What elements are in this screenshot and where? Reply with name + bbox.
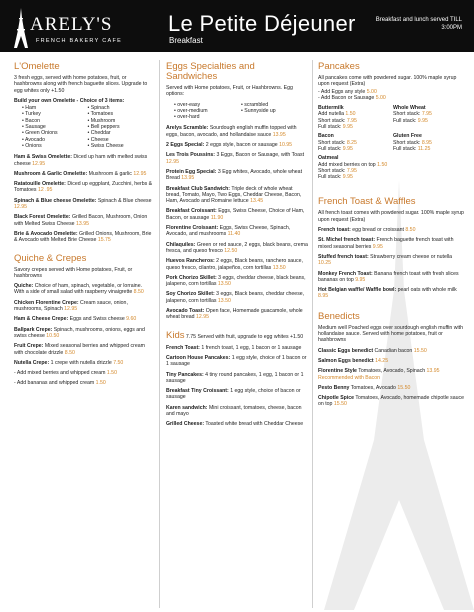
menu-item-description: Open face, Homemade guacamole, whole wheat bread [166,308,303,321]
page-subtitle: Breakfast [169,36,203,45]
addon-price: 1.50 [95,380,106,387]
menu-item [14,283,153,296]
menu-item-description: Eggs, Swiss Cheese, Choice of Ham, Bacon, or sausage [166,208,305,221]
menu-item-description: 3 Egg whites, Avocado, whole wheat Bread [166,168,303,182]
menu-item-name: Quiche: [14,283,34,290]
pancake-line-price: 1.50 [345,111,356,118]
menu-item-price: 10.95 [279,142,293,149]
section-description: All pancakes come with powdered sugar. 100% maple syrup upon request (Extra) [318,75,457,88]
menu-item-price: 8.95 [318,293,329,300]
pancake-line-price: 8.25 [346,139,357,146]
menu-item [318,227,464,233]
menu-item-description: Mini croissant, tomatoes, cheese, bacon and mayo [166,404,302,417]
menu-item-price: 12.95 [196,314,209,321]
menu-item [318,358,464,364]
option-item: • Spinach [87,105,110,112]
pancake-line [393,118,464,124]
menu-item-price: 12 .95 [37,187,53,194]
menu-item-description: Triple deck of whole wheat bread, Tomato, Mayo, Two Eggs, Cheddar Cheese, Bacon, Ham, Avocado and Romaine lettuce [166,185,302,205]
pancake-line-label: Short stack: [318,167,347,174]
logo-name: ARELY'S [30,14,113,35]
menu-item [318,395,464,408]
menu-item-name: Karen sandwich: [166,404,208,411]
pancake-line-price: 9.95 [417,117,428,124]
menu-item-price: 14.25 [375,357,389,364]
section-description: 3 fresh eggs, served with home potatoes, fruit, or hashbrowns along with french baguette slices. Upgrade to egg whites only +1.50 [14,75,148,94]
menu-item-price: 9.95 [372,243,383,250]
menu-item-description: Choice of ham, spinach, vegetable, or lorraine. With a side of small salad with raspberry vinaigrette [14,283,143,296]
right-column [318,62,464,412]
menu-item-name: Grilled Cheese: [166,421,205,428]
menu-item-name: Breakfast Tiny Croissant: [166,388,229,395]
pancake-line-label: Full stack: [318,145,343,152]
menu-item [166,169,308,182]
pancake-line-price: 9.95 [342,124,353,131]
menu-item-price: 12.95 [133,170,147,177]
addon-line [14,380,153,386]
menu-item [14,327,153,340]
menu-item-name: Chipotle Spice [318,395,355,402]
extra-text: - Add Eggs any style [318,88,367,95]
section-title-omelette: L'Omelette [14,61,60,72]
menu-item-price: 15.50 [413,347,427,354]
menu-item-price: 12.95 [32,160,46,167]
option-item: • over-easy [174,101,201,108]
pancake-name: Gluten Free [393,133,422,140]
section-description: All french toast comes with powdered sugar. 100% maple syrup upon request (Extra) [318,210,464,223]
extra-price: 5.00 [375,94,386,101]
menu-item-price: 7.50 [113,359,124,366]
menu-item-price: 15.50 [397,384,411,391]
menu-item [318,237,464,250]
menu-item-description: 3 eggs, cheddar cheese, black beans, jalapeno, corn tortillas [166,274,306,288]
menu-item-description: 1 egg style, choice of 1 bacon or 1 sausage [166,354,307,368]
eiffel-tower-icon [12,8,30,48]
menu-item-description: pearl oats with whole milk [396,287,457,294]
menu-item-name: Ballpark Crepe: [14,326,53,333]
menu-item-description: Diced up ham with melted swiss cheese [14,154,148,167]
addon-price: 1.50 [106,370,117,377]
menu-item [166,345,308,351]
page-title: Le Petite Déjeuner [168,11,356,36]
menu-item-price: 8.50 [133,289,144,296]
section-description: Medium well Poached eggs over sourdough english muffin with hollandaise sauce. Served with home potatoes, fruit or hashbrowns [318,324,463,344]
menu-item-description: Toasted white bread with Cheddar Cheese [204,421,304,428]
menu-item-name: St. Michel french toast: [318,237,376,244]
option-item: • Mushroom [87,117,116,124]
menu-item-name: French Toast: [166,344,200,351]
menu-item-name: Brie & Avocado Omelette: [14,230,78,237]
menu-item-name: Salmon Eggs benedict [318,357,374,364]
pancake-line-label: Full stack: [318,124,343,131]
menu-item-price: 15.50 [333,401,347,408]
menu-item-description: Mushroom & garlic [87,170,134,177]
menu-item-price: 8.50 [64,349,75,356]
menu-item-price: 10.50 [46,332,60,339]
pancake-line-label: Short stack: [318,139,347,146]
menu-item [166,125,308,138]
menu-item [14,360,153,366]
build-your-own-label: Build your own Omelette - Choice of 3 items: [14,97,125,104]
menu-item [318,348,464,354]
addon-text: - Add mixed berries and whipped cream [14,370,107,377]
pancake-line-label: Full stack: [393,145,418,152]
option-item: • Turkey [22,111,41,118]
menu-item [318,287,464,300]
eggs-list [166,125,308,320]
menu-item-description: Grilled Bacon, Mushroom, Onion with Melted Swiss Cheese [14,214,148,227]
menu-item-name: 2 Eggs Special: [166,142,205,149]
menu-item-description: 1 egg style, choice of bacon or sausage [166,388,301,401]
menu-item-description: Eggs and Swiss cheese [68,316,127,323]
section-title-quiche: Quiche & Crepes [14,252,87,264]
menu-item-description: Tomatoes, Avocado, Spinach [356,368,427,375]
extra-text: - Add Bacon or Sausage [318,94,376,101]
menu-item [166,405,308,418]
menu-item-price: 12.50 [224,247,238,254]
menu-item-name: Pork Chorizo Skillet: [166,274,217,281]
menu-item-name: Pesto Benny [318,384,350,391]
option-item: • Sausage [22,124,46,131]
menu-item [166,291,308,304]
pancake-line-price: 1.50 [377,161,388,168]
menu-item [318,368,464,381]
menu-item-description: Spinach, mushrooms, onions, eggs and swiss cheese [14,326,145,339]
menu-item-description: Tomatoes, Avocado [349,384,398,391]
menu-item-name: Mushroom & Garlic Omelette: [14,170,88,177]
menu-item-price: 13.45 [250,198,264,205]
extra-line [318,95,464,101]
option-item: • Green Onions [22,130,58,137]
menu-item [14,181,153,194]
pancake-grid [318,105,464,183]
section-title-benedicts: Benedicts [318,310,360,322]
addon-text: - Add bananas and whipped cream [14,380,96,387]
option-item: • scrambled [241,101,269,108]
menu-item-name: Cartoon House Pancakes: [166,354,231,361]
menu-item-description: 2 eggs style, bacon or sausage [204,142,280,149]
quiche-addons [14,370,153,387]
menu-item-note: Recommended with Bacon [318,374,380,381]
pancake-name: Oatmeal [318,155,339,162]
pancake-line-label: Short stack: [393,139,422,146]
menu-item-price: 10.25 [318,260,331,267]
menu-item-price: 11.40 [227,231,241,238]
option-item: • Swiss Cheese [87,142,124,149]
pancake-line-label: Add nutella [318,111,346,118]
service-hours-note: Breakfast and lunch served TILL 3:00PM [375,17,462,31]
pancake-extras [318,89,464,102]
pancake-line [393,146,464,152]
menu-item [14,231,153,244]
middle-column [166,62,308,432]
menu-item [166,388,308,401]
menu-item-price: 12.95 [64,306,78,313]
menu-item-price: 13.50 [217,297,231,304]
menu-item-price: 8.50 [405,227,416,234]
menu-item-name: Florentine Croissant: [166,225,219,232]
menu-item-description: Strawberry cream cheese or nutella [368,253,453,260]
menu-item-price: 13.95 [181,175,195,182]
menu-item [166,421,308,427]
menu-item-description: French baguette french toast with mixed seasonal berries [318,237,454,250]
pancake-line-price: 7.95 [421,111,432,118]
pancake-name: Bacon [318,133,334,140]
menu-item-name: French toast: [318,227,351,234]
pancake-line [318,174,389,180]
menu-item-description: 1 crepe with nutella drizzle [49,359,114,366]
logo-subtitle: FRENCH BAKERY CAFE [36,38,123,44]
quiche-list [14,283,153,366]
menu-item-description: 1 french toast, 1 egg, 1 bacon or 1 sausage [199,344,302,351]
menu-item-price: 13.95 [426,368,440,375]
option-item: • Avocado [22,136,46,143]
kids-list [166,345,308,428]
menu-item-name: Les Trois Poussins: [166,152,216,159]
menu-item-price: 13.95 [272,131,286,138]
pancake-line-price: 11.25 [417,145,431,152]
menu-item [14,198,153,211]
menu-item [318,254,464,267]
menu-header [0,0,474,52]
menu-item-description: 2 eggs, Black beans, ranchero sauce, queso fresco, cilantro, jalapeños, corn tortillas [166,258,303,271]
pancake-cell [318,133,389,152]
pancake-line [318,124,389,130]
option-item: • Bacon [22,117,40,124]
menu-item-name: Stuffed french toast: [318,253,369,260]
menu-item [318,271,464,284]
menu-item-price: 12.95 [14,204,27,211]
menu-item-description: Diced up eggplant, Zucchini, herbs & Tomatoes [14,181,153,194]
menu-item-price: 9.95 [355,276,366,283]
menu-item-name: Breakfast Croissant: [166,208,217,215]
menu-item-name: Chilaquiles: [166,241,196,248]
menu-item-name: Black Forest Omelette: [14,214,71,221]
benedicts-list [318,348,464,408]
egg-options [174,102,308,121]
menu-item-description: Sourdough english muffin topped with eggs, bacon, avocado, and hollandaise sauce [166,125,297,138]
left-column [14,62,153,391]
menu-item [166,275,308,288]
option-item: • Bell peppers [87,124,120,131]
menu-item-description: Tomatoes, Avocado, homemade chipotle sauce on top [318,395,464,408]
menu-item [166,372,308,385]
option-item [241,114,308,120]
menu-item [166,186,308,205]
column-divider [312,60,313,608]
menu-item [166,225,308,238]
pancake-cell [393,133,464,152]
menu-item-name: Hot Belgian waffle/ Waffle bowl: [318,287,397,294]
menu-item-name: Ham & Swiss Omelette: [14,154,72,161]
section-title-eggs: Eggs Specialties and Sandwiches [166,61,255,82]
pancake-line-price: 8.95 [421,139,432,146]
pancake-line-price: 9.95 [342,174,353,181]
menu-item-description: Eggs, Swiss Cheese, Spinach, Avocado, and mushrooms [166,225,291,238]
menu-item-name: Florentine Style [318,368,357,375]
menu-item-description: egg bread or croissant [350,227,406,234]
pancake-line [318,146,389,152]
menu-item-name: Ham & Cheese Crepe: [14,316,69,323]
menu-item-name: Nutella Crepe: [14,359,50,366]
menu-item-description: Grilled Onions, Mushroom, Brie & Avocado with Melted Brie Cheese [14,230,152,244]
menu-item-description: Mixed seasonal berries and whipped cream with chocolate drizzle [14,343,145,356]
pancake-name: Buttermilk [318,105,344,112]
logo [6,6,156,48]
section-description: Savory crepes served with Home potatoes, Fruit, or hashbrowns [14,266,133,279]
option-item: • Onions [22,142,42,149]
menu-item [14,316,153,322]
menu-item-name: Monkey French Toast: [318,270,373,277]
menu-item-description: 3 Eggs, Bacon or Sausage, with Toast [215,152,305,159]
menu-item [166,208,308,221]
menu-item-name: Protein Egg Special: [166,168,217,175]
option-item: • over-medium [174,107,208,114]
menu-item-price: 13.50 [272,264,286,271]
option-item: • over-hard [174,114,200,121]
menu-item-description: 3 eggs, Black beans, cheddar cheese, jalapeno, corn tortillas [166,291,305,304]
menu-item-name: Soy Chorizo Skillet: [166,291,215,298]
menu-item-description: Spinach & Blue cheese [96,197,152,204]
pancake-cell [393,105,464,130]
menu-item-description: Canadian bacon [373,347,414,354]
section-description: Served with Home potatoes, Fruit, or Hashbrowns. Egg options: [166,85,293,98]
pancake-cell [318,155,389,180]
option-item: • Sunnyside up [241,107,276,114]
menu-item [14,154,153,167]
menu-item-name: Tiny Pancakes: [166,371,204,378]
french-toast-list [318,227,464,300]
menu-item [14,171,153,177]
option-item: • Cheese [87,136,109,143]
menu-item-price: 15.75 [97,237,111,244]
menu-item [166,355,308,368]
menu-item [166,308,308,321]
menu-item-name: Arelys Scramble: [166,125,209,132]
pancake-line-label: Full stack: [393,117,418,124]
menu-item [166,258,308,271]
pancake-line-label: Add mixed berries on top [318,161,378,168]
menu-item-name: Huevos Rancheros: [166,258,215,265]
menu-item [14,214,153,227]
menu-item [166,142,308,148]
menu-item-name: Breakfast Club Sandwich: [166,185,230,192]
menu-item-price: 11.90 [210,214,224,221]
menu-item-description: Cream sauce, onion, mushrooms, Spinach [14,299,128,313]
pancake-line-label: Short stack: [393,111,422,118]
menu-item [166,152,308,165]
menu-item-price: 12.95 [166,158,179,165]
menu-item-price: 13.95 [76,220,89,227]
menu-item-price: 13.50 [217,281,231,288]
menu-item-price: 9.60 [126,316,137,323]
menu-item-description: Green or red sauce, 2 eggs, black beans, crema fresca, and queso fresco [166,241,308,254]
pancake-line-label: Full stack: [318,174,343,181]
addon-line [14,370,153,376]
option-item: • Cheddar [87,130,111,137]
menu-item-name: Avocado Toast: [166,308,205,315]
menu-item [14,343,153,356]
menu-item [14,300,153,313]
menu-item [318,385,464,391]
omelette-options [22,105,153,149]
pancake-line-price: 7.95 [346,167,357,174]
option-item: • Tomatoes [87,111,114,118]
menu-item-name: Spinach & Blue cheese Omelette: [14,197,97,204]
menu-item-name: Ratatouille Omelette: [14,181,66,188]
menu-item-name: Classic Eggs benedict [318,347,374,354]
section-title-pancakes: Pancakes [318,61,360,72]
menu-item-name: Fruit Crepe: [14,343,44,350]
column-divider [159,60,160,608]
menu-item-description: 4 tiny round pancakes, 1 egg, 1 bacon or 1 sausage [166,371,304,384]
pancake-line-price: 9.95 [342,145,353,152]
extra-price: 5.00 [366,88,377,95]
pancake-line-price: 7.95 [346,117,357,124]
menu-item [166,242,308,255]
menu-item-description: Banana french toast with fresh slices bananas on top [318,270,459,283]
section-title-french-toast: French Toast & Waffles [318,196,416,208]
option-item: • Ham [22,105,37,112]
omelette-list [14,154,153,243]
pancake-name: Whole Wheat [393,105,426,112]
menu-item-name: Chicken Florentine Crepe: [14,299,79,306]
pancake-cell [318,105,389,130]
kids-heading [166,331,308,341]
section-title-kids: Kids [166,329,185,341]
pancake-line-label: Short stack: [318,117,347,124]
kids-note: 7.75 Served with fruit, upgrade to egg whites +1.50 [184,333,304,340]
